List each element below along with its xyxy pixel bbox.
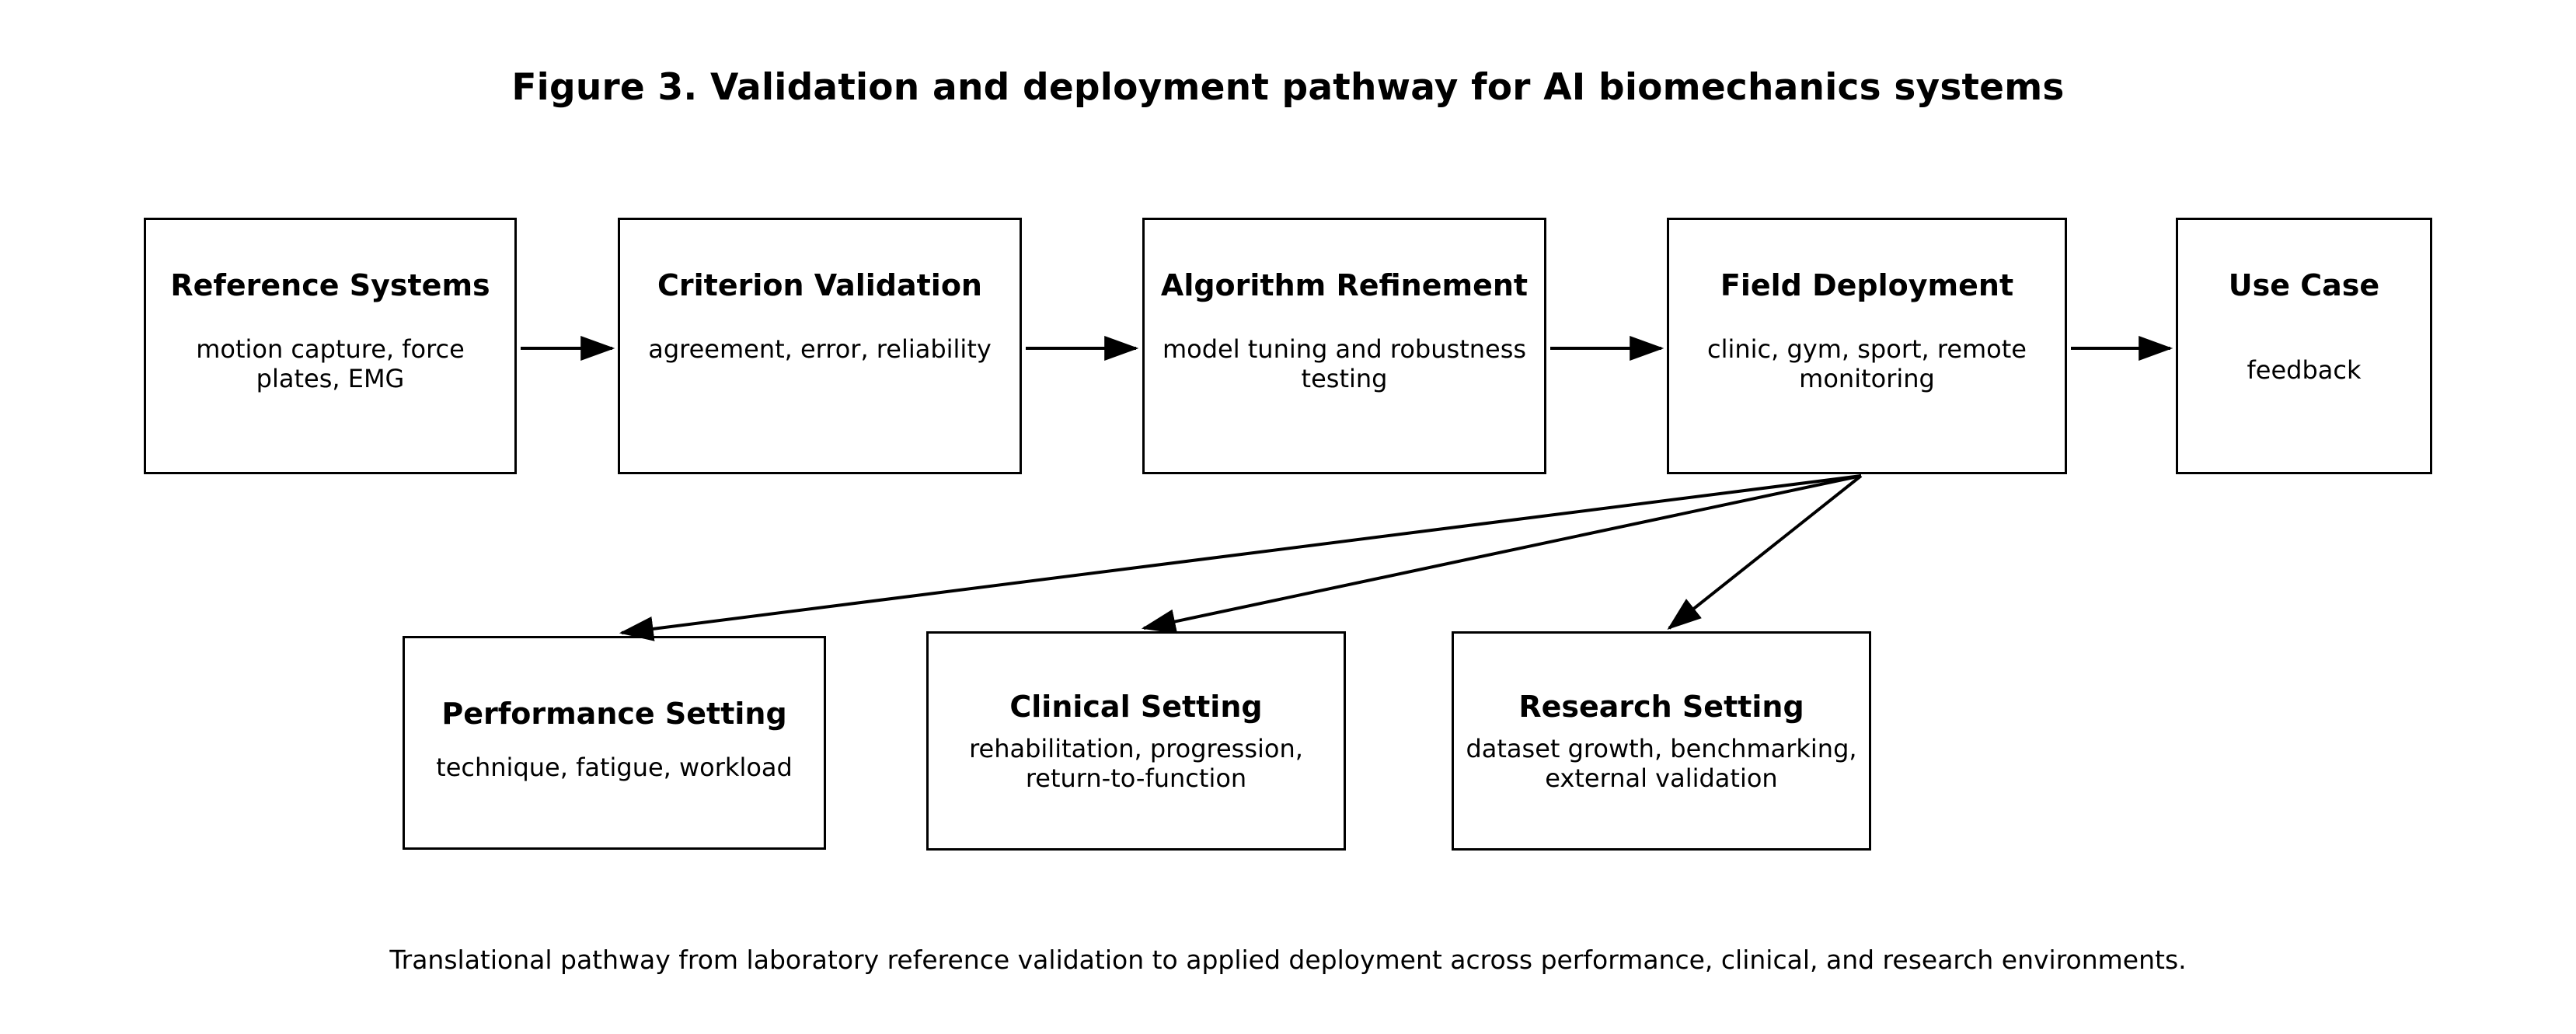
figure-caption: Translational pathway from laboratory reference validation to applied deployment across performance, clinical, and research environments. bbox=[389, 945, 2187, 975]
node-criterion-validation-title: Criterion Validation bbox=[657, 268, 982, 302]
node-clinical-setting bbox=[926, 631, 1346, 851]
node-criterion-validation-desc: agreement, error, reliability bbox=[648, 334, 992, 364]
node-field-deployment bbox=[1667, 218, 2067, 474]
node-criterion-validation bbox=[618, 218, 1022, 474]
node-performance-setting-desc: technique, fatigue, workload bbox=[436, 753, 793, 782]
node-reference-systems bbox=[144, 218, 517, 474]
node-reference-systems-title: Reference Systems bbox=[170, 268, 490, 302]
node-performance-setting bbox=[403, 636, 826, 850]
node-field-deployment-desc: clinic, gym, sport, remote monitoring bbox=[1707, 334, 2027, 393]
node-algorithm-refinement-title: Algorithm Refinement bbox=[1160, 268, 1529, 302]
node-performance-setting-title: Performance Setting bbox=[441, 697, 787, 731]
node-use-case-title: Use Case bbox=[2228, 268, 2380, 302]
arrow-field-to-performance bbox=[622, 476, 1861, 633]
figure-title: Figure 3. Validation and deployment pathway for AI biomechanics systems bbox=[511, 66, 2065, 109]
node-research-setting-desc: dataset growth, benchmarking, external validation bbox=[1466, 734, 1857, 793]
node-clinical-setting-title: Clinical Setting bbox=[1009, 690, 1263, 724]
node-algorithm-refinement-desc: model tuning and robustness testing bbox=[1162, 334, 1527, 393]
arrow-field-to-research bbox=[1669, 476, 1861, 628]
node-algorithm-refinement bbox=[1142, 218, 1546, 474]
node-reference-systems-desc: motion capture, force plates, EMG bbox=[196, 334, 465, 393]
node-use-case bbox=[2176, 218, 2432, 474]
node-research-setting bbox=[1452, 631, 1871, 851]
node-clinical-setting-desc: rehabilitation, progression, return-to-function bbox=[969, 734, 1303, 793]
node-field-deployment-title: Field Deployment bbox=[1720, 268, 2014, 302]
arrow-field-to-clinical bbox=[1144, 476, 1861, 628]
node-research-setting-title: Research Setting bbox=[1518, 690, 1804, 724]
node-use-case-desc: feedback bbox=[2247, 355, 2362, 385]
